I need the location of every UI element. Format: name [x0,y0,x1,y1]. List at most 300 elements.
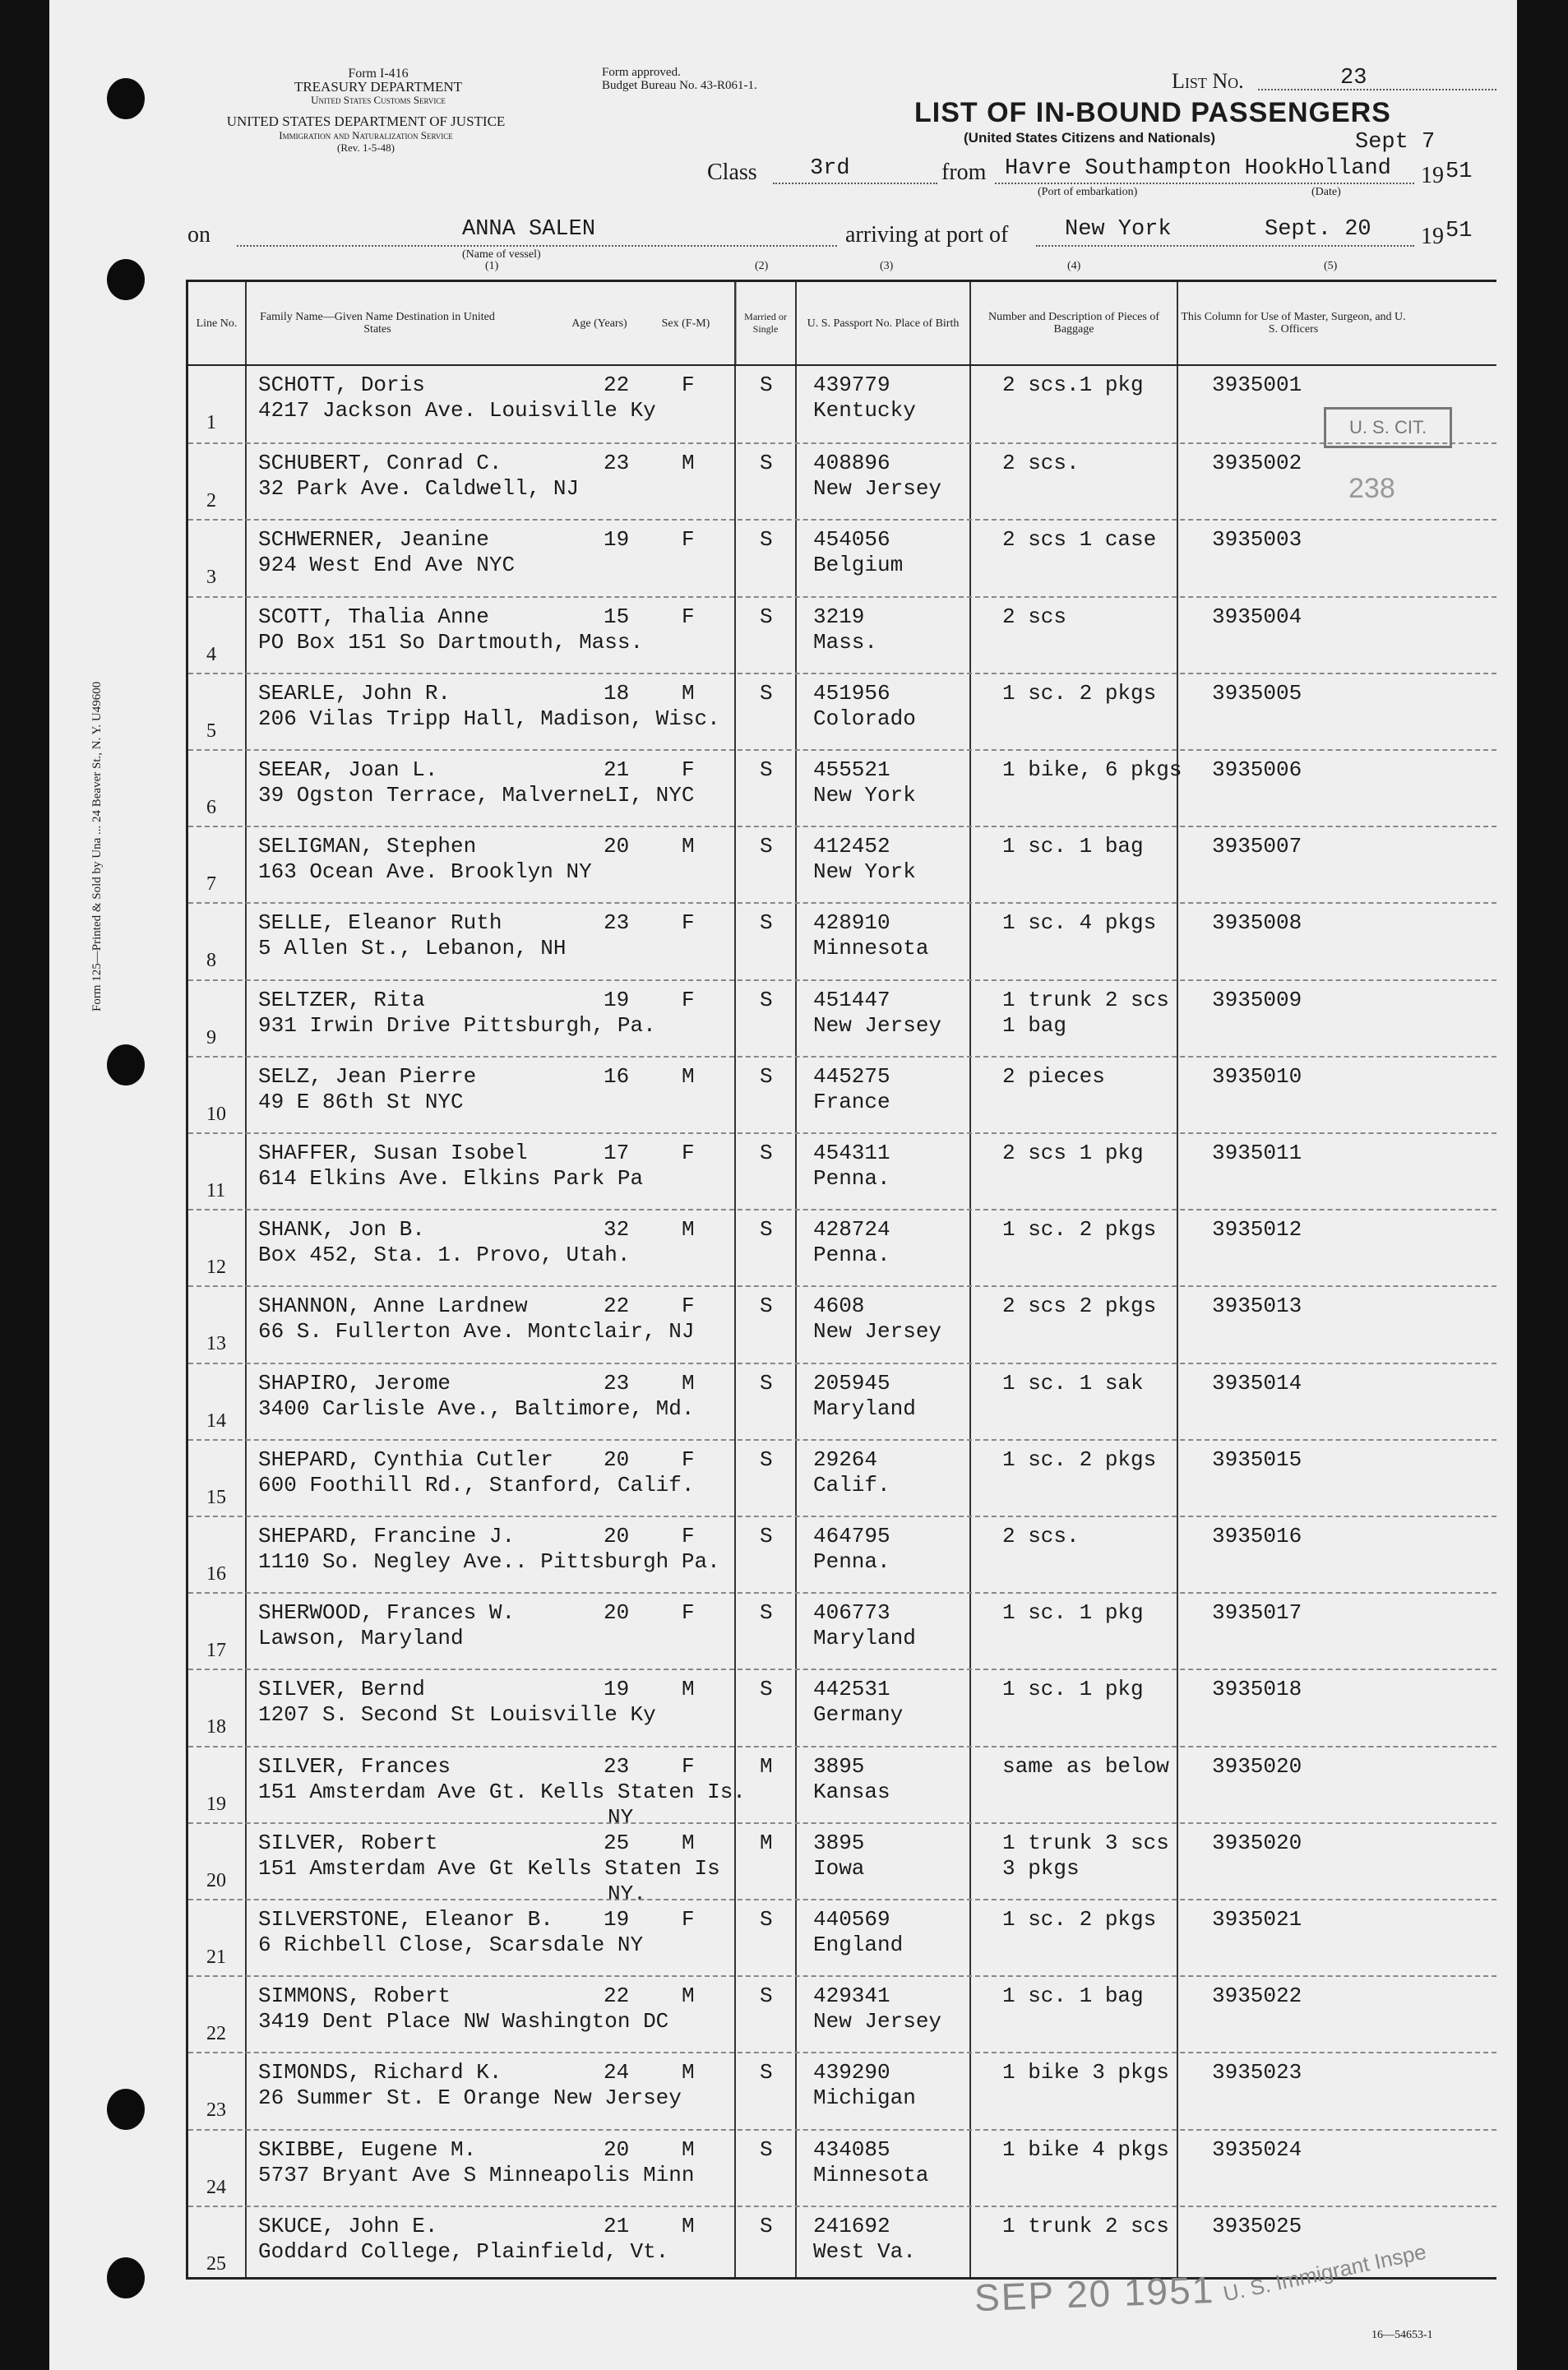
cell-age: 21 [604,2213,630,2238]
cell-officer: 3935003 [1212,527,1302,553]
cell-ms: S [760,680,773,706]
cell-sex: M [682,451,695,476]
cell-birth: New Jersey [813,1319,942,1345]
cell-addr: 151 Amsterdam Ave Gt. Kells Staten Is. [258,1779,746,1804]
cell-name: SELZ, Jean Pierre [258,1063,477,1089]
side-printer-text: Form 125—Printed & Sold by Una ... 24 Beaver St., N. Y. U49600 [90,681,104,1011]
line-number: 21 [206,1946,226,1968]
cell-age: 20 [604,1524,630,1548]
line-number: 20 [206,1869,226,1891]
vessel-line [237,245,837,247]
cell-birth: Penna. [813,1549,890,1574]
col-header-line: Line No. [196,317,238,330]
cell-baggage: 1 sc. 2 pkgs [1002,1447,1157,1472]
line-number: 4 [206,643,216,665]
cell-passport: 442531 [813,1677,890,1702]
table-row [188,1975,1496,2054]
table-row [188,1822,1496,1906]
line-number: 16 [206,1563,226,1585]
cell-officer: 3935013 [1212,1294,1302,1319]
line-number: 12 [206,1257,226,1279]
cell-age: 24 [604,2060,630,2085]
line-number: 17 [206,1640,226,1662]
cell-ms: S [760,1983,773,2009]
line-number: 7 [206,873,216,896]
cell-sex: M [682,834,695,859]
cell-passport: 439779 [813,373,890,397]
cell-name: SCHUBERT, Conrad C. [258,451,502,476]
line-number: 13 [206,1333,226,1355]
footer-code: 16—54653-1 [1371,2329,1433,2341]
cell-birth: Maryland [813,1626,916,1651]
cell-baggage: 1 sc. 1 pkg [1002,1600,1144,1626]
line-number: 2 [206,490,216,512]
cell-addr: 4217 Jackson Ave. Louisville Ky [258,398,656,423]
cell-ms: S [760,1141,773,1165]
cell-baggage: 2 scs.1 pkg [1002,373,1144,397]
cell-baggage2: 3 pkgs [1002,1855,1080,1881]
from-label: from [941,160,987,185]
cell-birth: Kansas [813,1779,890,1804]
cell-passport: 29264 [813,1447,878,1472]
cell-addr: 600 Foothill Rd., Stanford, Calif. [258,1472,695,1497]
cell-officer: 3935002 [1212,451,1302,476]
table-row [188,749,1496,828]
cell-name: SILVERSTONE, Eleanor B. [258,1907,553,1932]
cell-passport: 451447 [813,987,890,1012]
cell-passport: 464795 [813,1524,890,1548]
cell-addr: PO Box 151 So Dartmouth, Mass. [258,629,644,655]
arrival-port: New York [1065,217,1172,242]
cell-baggage: 2 scs 1 case [1002,527,1157,553]
arrival-date: Sept. 20 [1265,217,1371,242]
cell-age: 20 [604,2136,630,2162]
cell-age: 16 [604,1063,630,1089]
cell-baggage: 1 sc. 1 bag [1002,1983,1144,2009]
cell-birth: Iowa [813,1855,865,1881]
cell-passport: 3219 [813,604,865,629]
cell-ms: S [760,604,773,629]
cell-passport: 428910 [813,910,890,936]
cell-sex: F [682,1447,695,1472]
cell-ms: S [760,834,773,859]
cell-sex: M [682,2060,695,2085]
cell-name: SILVER, Frances [258,1753,451,1779]
cell-addr: Box 452, Sta. 1. Provo, Utah. [258,1243,631,1268]
cell-sex: F [682,373,695,397]
cell-age: 23 [604,910,630,936]
table-row [188,442,1496,521]
cell-ms: M [760,1830,773,1855]
col-num-5: (5) [1324,260,1338,272]
cell-addr: 206 Vilas Tripp Hall, Madison, Wisc. [258,706,720,731]
year-arrival: 51 [1445,219,1473,243]
cell-age: 20 [604,834,630,859]
cell-passport: 3895 [813,1753,865,1779]
line-number: 18 [206,1716,226,1738]
justice-dept: UNITED STATES DEPARTMENT OF JUSTICE [226,113,506,129]
cell-age: 25 [604,1830,630,1855]
ins-service: Immigration and Naturalization Service [279,129,453,141]
cell-baggage: 1 sc. 1 pkg [1002,1677,1144,1702]
line-number: 25 [206,2252,226,2275]
list-no-label: List No. [1172,69,1244,93]
table-row [188,2129,1496,2208]
cell-birth: West Va. [813,2238,916,2264]
cell-sex: F [682,1141,695,1165]
arrival-line [1036,245,1414,247]
cell-addr: 66 S. Fullerton Ave. Montclair, NJ [258,1319,695,1345]
cell-sex: F [682,1294,695,1319]
cell-officer: 3935007 [1212,834,1302,859]
cell-officer: 3935018 [1212,1677,1302,1702]
cell-baggage: 1 bike 4 pkgs [1002,2136,1169,2162]
cell-passport: 454311 [813,1141,890,1165]
cell-baggage: 2 scs [1002,604,1067,629]
line-number: 15 [206,1486,226,1508]
table-row [188,1285,1496,1364]
cell-sex: M [682,1830,695,1855]
list-no-line [1258,89,1496,90]
cell-birth: Mass. [813,629,878,655]
col-header-age: Age (Years) [571,317,627,330]
cell-baggage: same as below [1002,1753,1169,1779]
cell-officer: 3935015 [1212,1447,1302,1472]
cell-ms: S [760,757,773,782]
class-label: Class [707,160,757,185]
cell-ms: S [760,1600,773,1626]
cell-baggage: 1 trunk 2 scs [1002,987,1169,1012]
cell-sex: M [682,1217,695,1243]
cell-sex: F [682,757,695,782]
cell-addr: Goddard College, Plainfield, Vt. [258,2238,669,2264]
passenger-table [186,280,1496,2280]
cell-birth: New Jersey [813,2009,942,2034]
class-value: 3rd [810,156,850,181]
col-header-officers: This Column for Use of Master, Surgeon, and U. S. Officers [1181,311,1406,336]
cell-age: 20 [604,1447,630,1472]
cell-sex: M [682,1677,695,1702]
cell-addr: 6 Richbell Close, Scarsdale NY [258,1933,644,1957]
table-row [188,2052,1496,2131]
us-citizen-stamp: U. S. CIT. [1324,407,1452,448]
cell-officer: 3935024 [1212,2136,1302,2162]
cell-ms: S [760,1524,773,1548]
cell-passport: 455521 [813,757,890,782]
cell-sex: F [682,910,695,936]
cell-passport: 408896 [813,451,890,476]
table-row [188,1516,1496,1595]
cell-passport: 241692 [813,2213,890,2238]
line-number: 23 [206,2099,226,2122]
cell-officer: 3935011 [1212,1141,1302,1165]
cell-birth: Colorado [813,706,916,731]
cell-officer: 3935010 [1212,1063,1302,1089]
line-number: 9 [206,1026,216,1048]
col-header-sex: Sex (F-M) [661,317,710,330]
cell-birth: Penna. [813,1166,890,1191]
cell-name: SCOTT, Thalia Anne [258,604,489,629]
cell-name: SIMONDS, Richard K. [258,2060,502,2085]
vessel-name: ANNA SALEN [462,217,596,242]
cell-ms: S [760,1294,773,1319]
cell-baggage: 1 sc. 4 pkgs [1002,910,1157,936]
cell-ms: S [760,451,773,476]
form-number: Form I-416 [348,67,409,81]
cell-birth: Minnesota [813,936,929,961]
table-row [188,1056,1496,1135]
cell-ms: M [760,1753,773,1779]
cell-baggage: 2 scs 1 pkg [1002,1141,1144,1165]
revision: (Rev. 1-5-48) [337,141,395,154]
cell-addr: 1207 S. Second St Louisville Ky [258,1702,656,1728]
table-row [188,1209,1496,1288]
cell-baggage: 2 pieces [1002,1063,1105,1089]
line-number: 5 [206,720,216,742]
cell-age: 15 [604,604,630,629]
cell-officer: 3935017 [1212,1600,1302,1626]
cell-birth: New Jersey [813,1012,942,1038]
cell-passport: 4608 [813,1294,865,1319]
table-row [188,1899,1496,1978]
table-row [188,826,1496,905]
cell-addr: 5 Allen St., Lebanon, NH [258,936,567,961]
cell-sex: F [682,987,695,1012]
cell-name: SELLE, Eleanor Ruth [258,910,502,936]
cell-birth: Maryland [813,1396,916,1421]
cell-age: 20 [604,1600,630,1626]
table-row [188,1132,1496,1211]
cell-name: SCHOTT, Doris [258,373,425,397]
cell-sex: F [682,1600,695,1626]
cell-birth: England [813,1933,904,1957]
cell-addr: 5737 Bryant Ave S Minneapolis Minn [258,2162,695,2187]
cell-name: SILVER, Robert [258,1830,438,1855]
cell-baggage: 1 trunk 3 scs [1002,1830,1169,1855]
cell-passport: 3895 [813,1830,865,1855]
cell-age: 19 [604,1677,630,1702]
cell-ms: S [760,373,773,397]
arriving-label: arriving at port of [845,222,1009,248]
cell-name: SELTZER, Rita [258,987,425,1012]
cell-birth: New Jersey [813,476,942,502]
cell-age: 17 [604,1141,630,1165]
cell-addr: Lawson, Maryland [258,1626,464,1651]
cell-officer: 3935020 [1212,1753,1302,1779]
year-prefix: 19 [1421,163,1444,188]
col-num-4: (4) [1067,260,1081,272]
binder-hole [107,2257,145,2298]
cell-officer: 3935021 [1212,1907,1302,1932]
cell-age: 22 [604,1294,630,1319]
cell-birth: Penna. [813,1243,890,1268]
cell-age: 18 [604,680,630,706]
line-number: 22 [206,2023,226,2045]
cell-officer: 3935023 [1212,2060,1302,2085]
cell-officer: 3935005 [1212,680,1302,706]
cell-birth: New York [813,783,916,808]
binder-hole [107,78,145,119]
cell-addr: 3419 Dent Place NW Washington DC [258,2009,669,2034]
table-row [188,1746,1496,1830]
table-row [188,1592,1496,1671]
stamp-number: 238 [1348,473,1395,504]
cell-passport: 440569 [813,1907,890,1932]
cell-name: SEARLE, John R. [258,680,451,706]
cell-age: 21 [604,757,630,782]
cell-birth: New York [813,859,916,885]
cell-addr: 931 Irwin Drive Pittsburgh, Pa. [258,1012,656,1038]
cell-baggage: 2 scs. [1002,451,1080,476]
cell-addr2: NY. [608,1881,646,1906]
cell-officer: 3935008 [1212,910,1302,936]
cell-birth: Calif. [813,1472,890,1497]
cell-baggage: 1 bike, 6 pkgs [1002,757,1182,782]
year-prefix-2: 19 [1421,224,1444,249]
cell-sex: M [682,2136,695,2162]
cell-ms: S [760,2213,773,2238]
col-header-baggage: Number and Description of Pieces of Baggage [988,311,1159,336]
cell-name: SHERWOOD, Frances W. [258,1600,516,1626]
cell-officer: 3935025 [1212,2213,1302,2238]
port-line [995,183,1414,184]
port-of-embarkation: Havre Southampton HookHolland [1005,156,1391,181]
list-no-value: 23 [1340,66,1367,90]
class-line [773,183,937,184]
cell-passport: 429341 [813,1983,890,2009]
cell-baggage: 1 sc. 2 pkgs [1002,1907,1157,1932]
cell-name: SEEAR, Joan L. [258,757,438,782]
treasury-dept: TREASURY DEPARTMENT [294,79,463,95]
cell-baggage: 1 sc. 1 bag [1002,834,1144,859]
cell-age: 23 [604,1753,630,1779]
cell-sex: M [682,1370,695,1396]
cell-passport: 445275 [813,1063,890,1089]
table-row [188,1439,1496,1518]
cell-age: 19 [604,987,630,1012]
table-row [188,519,1496,598]
line-number: 11 [206,1180,226,1201]
cell-passport: 205945 [813,1370,890,1396]
col-header-name: Family Name—Given Name Destination in United States [260,311,495,336]
cell-age: 22 [604,1983,630,2009]
col-header-married: Married or Single [744,311,787,335]
cell-sex: F [682,604,695,629]
cell-passport: 434085 [813,2136,890,2162]
cell-addr2: NY [608,1804,634,1830]
date-top: Sept 7 [1355,130,1436,155]
cell-passport: 412452 [813,834,890,859]
cell-ms: S [760,2060,773,2085]
table-row [188,366,1496,443]
cell-ms: S [760,1677,773,1702]
cell-age: 19 [604,1907,630,1932]
date-stamp: SEP 20 1951 [974,2267,1216,2320]
cell-addr: 3400 Carlisle Ave., Baltimore, Md. [258,1396,695,1421]
table-row [188,1669,1496,1747]
cell-name: SHAPIRO, Jerome [258,1370,451,1396]
cell-officer: 3935006 [1212,757,1302,782]
cell-age: 23 [604,1370,630,1396]
binder-hole [107,2089,145,2130]
cell-officer: 3935001 [1212,373,1302,397]
cell-sex: M [682,680,695,706]
cell-birth: Michigan [813,2085,916,2111]
cell-officer: 3935012 [1212,1217,1302,1243]
cell-ms: S [760,1063,773,1089]
cell-baggage: 1 sc. 1 sak [1002,1370,1144,1396]
table-body [188,364,1496,2277]
cell-sex: M [682,1983,695,2009]
col-num-3: (3) [880,260,894,272]
cell-sex: F [682,1753,695,1779]
cell-name: SHANNON, Anne Lardnew [258,1294,528,1319]
cell-name: SHEPARD, Francine J. [258,1524,516,1548]
inspector-stamp: U. S. Immigrant Inspe [1221,2238,1429,2307]
budget-bureau: Budget Bureau No. 43-R061-1. [602,79,757,92]
cell-age: 19 [604,527,630,553]
date-caption: (Date) [1311,186,1341,198]
cell-name: SIMMONS, Robert [258,1983,451,2009]
table-row [188,596,1496,675]
cell-birth: Minnesota [813,2162,929,2187]
cell-name: SILVER, Bernd [258,1677,425,1702]
cell-sex: F [682,1907,695,1932]
cell-birth: Kentucky [813,398,916,423]
cell-birth: Belgium [813,553,904,578]
cell-ms: S [760,527,773,553]
cell-name: SHANK, Jon B. [258,1217,425,1243]
cell-addr: 151 Amsterdam Ave Gt Kells Staten Is [258,1855,720,1881]
line-number: 10 [206,1103,226,1125]
table-row [188,979,1496,1058]
cell-baggage: 1 bike 3 pkgs [1002,2060,1169,2085]
cell-officer: 3935009 [1212,987,1302,1012]
page-title: LIST OF IN-BOUND PASSENGERS [914,97,1391,128]
cell-sex: M [682,2213,695,2238]
cell-name: SKIBBE, Eugene M. [258,2136,477,2162]
cell-birth: Germany [813,1702,904,1728]
cell-name: SHEPARD, Cynthia Cutler [258,1447,553,1472]
cell-addr: 26 Summer St. E Orange New Jersey [258,2085,682,2111]
cell-ms: S [760,987,773,1012]
cell-birth: France [813,1089,890,1114]
year-embark: 51 [1445,160,1473,184]
binder-hole [107,259,145,300]
line-number: 1 [206,412,216,433]
cell-sex: F [682,1524,695,1548]
cell-officer: 3935014 [1212,1370,1302,1396]
cell-name: SCHWERNER, Jeanine [258,527,489,553]
form-approved: Form approved. [602,66,681,79]
cell-ms: S [760,1217,773,1243]
cell-addr: 49 E 86th St NYC [258,1089,464,1114]
cell-addr: 614 Elkins Ave. Elkins Park Pa [258,1166,644,1191]
cell-officer: 3935022 [1212,1983,1302,2009]
vessel-caption: (Name of vessel) [462,248,541,261]
cell-ms: S [760,1447,773,1472]
cell-addr: 39 Ogston Terrace, MalverneLI, NYC [258,783,695,808]
cell-baggage: 1 sc. 2 pkgs [1002,680,1157,706]
line-number: 3 [206,567,216,589]
cell-sex: F [682,527,695,553]
table-row [188,673,1496,752]
line-number: 14 [206,1410,226,1432]
cell-addr: 163 Ocean Ave. Brooklyn NY [258,859,592,885]
cell-passport: 406773 [813,1600,890,1626]
cell-ms: S [760,1907,773,1932]
cell-name: SELIGMAN, Stephen [258,834,477,859]
